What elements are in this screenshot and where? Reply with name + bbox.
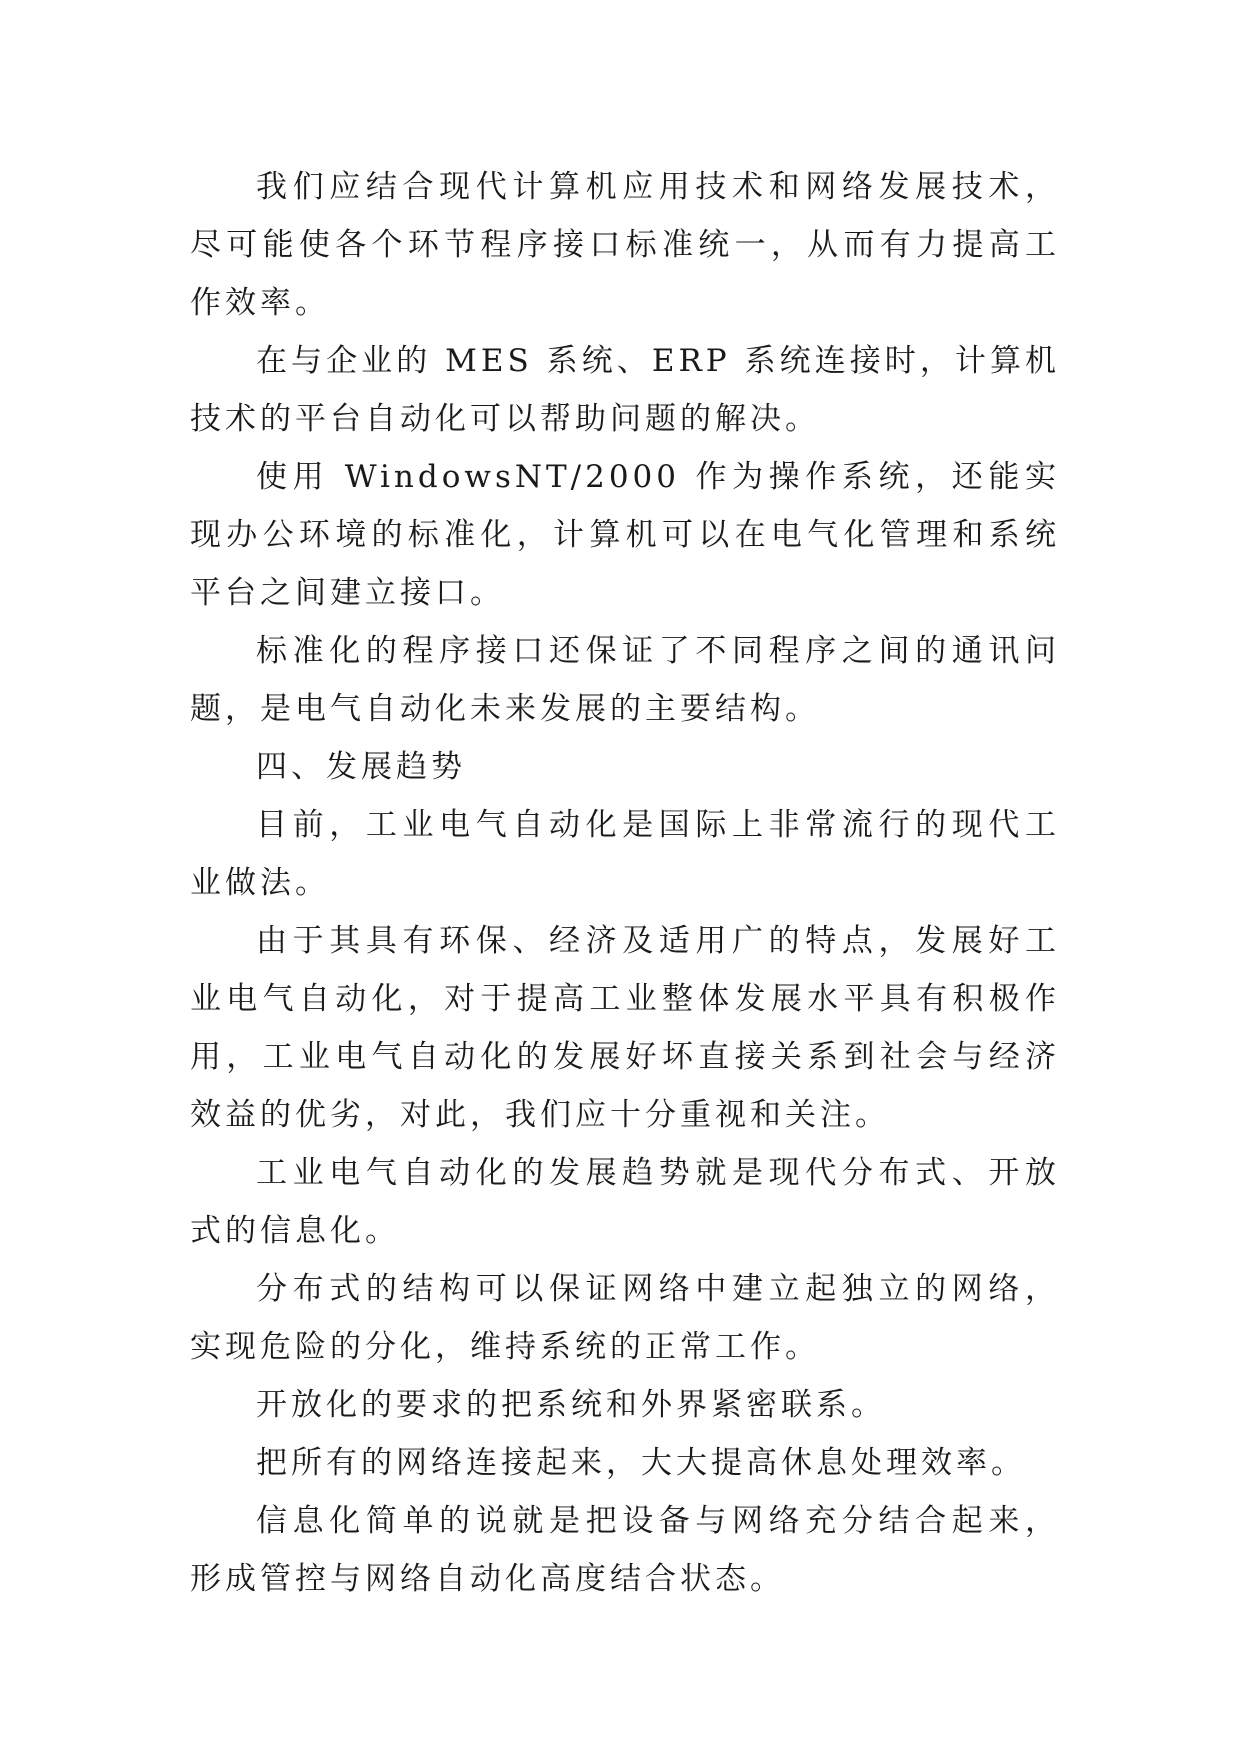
paragraph-2: 在与企业的 MES 系统、ERP 系统连接时，计算机技术的平台自动化可以帮助问题的解决。 bbox=[190, 343, 1060, 437]
document-body bbox=[190, 158, 1060, 1608]
paragraph-5: 目前，工业电气自动化是国际上非常流行的现代工业做法。 bbox=[190, 807, 1060, 901]
paragraph-7: 工业电气自动化的发展趋势就是现代分布式、开放式的信息化。 bbox=[190, 1155, 1060, 1249]
paragraph-10: 把所有的网络连接起来，大大提高休息处理效率。 bbox=[256, 1445, 1026, 1481]
paragraph-11: 信息化简单的说就是把设备与网络充分结合起来，形成管控与网络自动化高度结合状态。 bbox=[190, 1503, 1060, 1597]
paragraph-4: 标准化的程序接口还保证了不同程序之间的通讯问题，是电气自动化未来发展的主要结构。 bbox=[190, 633, 1060, 727]
paragraph-1: 我们应结合现代计算机应用技术和网络发展技术，尽可能使各个环节程序接口标准统一，从而有力提高工作效率。 bbox=[190, 169, 1060, 321]
section-heading: 四、发展趋势 bbox=[256, 749, 466, 785]
paragraph-9: 开放化的要求的把系统和外界紧密联系。 bbox=[256, 1387, 886, 1423]
paragraph-3: 使用 WindowsNT/2000 作为操作系统，还能实现办公环境的标准化，计算机可以在电气化管理和系统平台之间建立接口。 bbox=[190, 459, 1060, 611]
paragraph-8: 分布式的结构可以保证网络中建立起独立的网络，实现危险的分化，维持系统的正常工作。 bbox=[190, 1271, 1060, 1365]
paragraph-6: 由于其具有环保、经济及适用广的特点，发展好工业电气自动化，对于提高工业整体发展水平具有积极作用，工业电气自动化的发展好坏直接关系到社会与经济效益的优劣，对此，我们应十分重视和关注。 bbox=[190, 923, 1060, 1133]
